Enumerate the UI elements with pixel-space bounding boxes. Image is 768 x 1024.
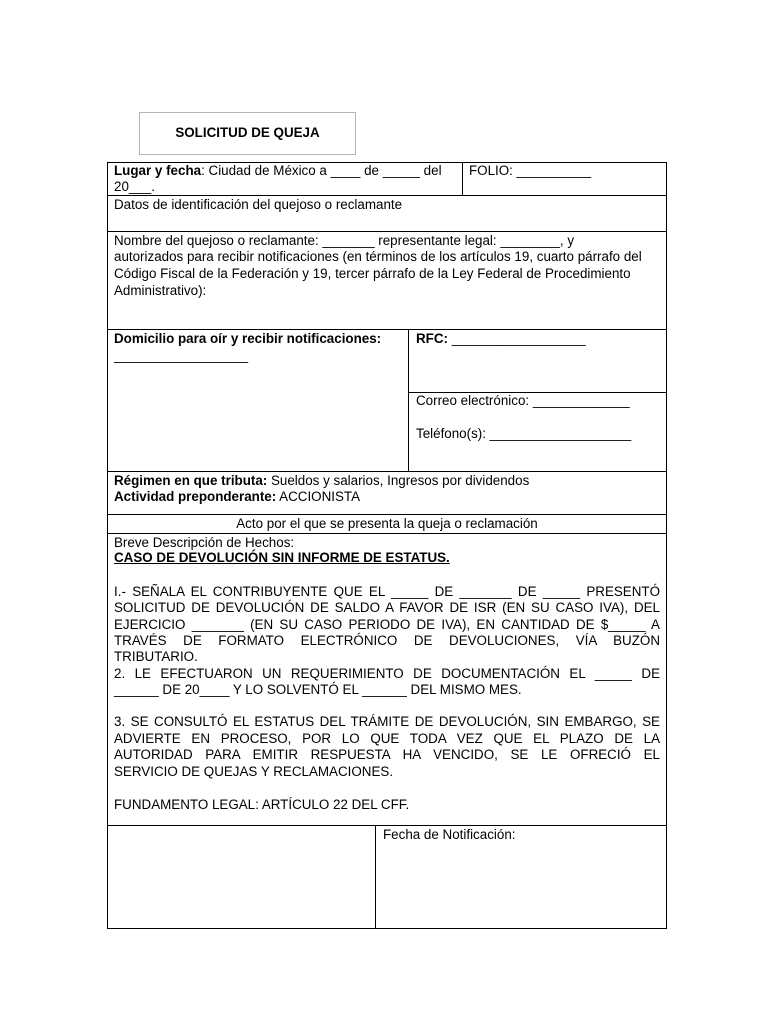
telefono-field: Teléfono(s): ___________________	[416, 426, 632, 441]
hecho-1-line: SOLICITUD DE DEVOLUCIÓN DE SALDO A FAVOR DE ISR (EN SU CASO IVA), DEL	[114, 600, 660, 615]
column-divider	[408, 329, 409, 471]
lugar-fecha-year: 20___.	[114, 179, 155, 194]
row-divider	[107, 195, 667, 196]
domicilio-label: Domicilio para oír y recibir notificaciones:	[114, 331, 382, 346]
hecho-1-line: TRIBUTARIO.	[114, 649, 198, 664]
domicilio-blank: __________________	[114, 348, 249, 363]
quejoso-line: autorizados para recibir notificaciones (en términos de los artículos 19, cuarto párrafo del	[114, 249, 642, 264]
actividad-value: ACCIONISTA	[276, 489, 361, 504]
hecho-1-line: TRAVÉS DE FORMATO ELECTRÓNICO DE DEVOLUCIONES, VÍA BUZÓN	[114, 633, 660, 648]
row-divider	[107, 514, 667, 515]
row-divider	[107, 533, 667, 534]
quejoso-line: Administrativo):	[114, 283, 207, 298]
quejoso-line: Nombre del quejoso o reclamante: _______ representante legal: ________, y	[114, 233, 575, 248]
hecho-3-line: AUTORIDAD PARA EMITIR RESPUESTA HA VENCIDO, SE LE OFRECIÓ EL	[114, 747, 660, 762]
actividad-label: Actividad preponderante:	[114, 489, 277, 504]
lugar-fecha-label: Lugar y fecha	[114, 163, 202, 178]
row-divider	[107, 329, 667, 330]
quejoso-line: Código Fiscal de la Federación y 19, tercer párrafo de la Ley Federal de Procedimiento	[114, 266, 631, 281]
hecho-1-line: I.- SEÑALA EL CONTRIBUYENTE QUE EL _____ DE _______ DE _____ PRESENTÓ	[114, 584, 660, 599]
rfc-field	[416, 331, 586, 348]
hecho-3-line: ADVIERTE EN PROCESO, POR LO QUE TODA VEZ QUE EL PLAZO DE LA	[114, 731, 660, 746]
regimen-value: Sueldos y salarios, Ingresos por dividendos	[267, 473, 530, 488]
folio-field: FOLIO: __________	[469, 163, 592, 178]
fecha-notificacion-label: Fecha de Notificación:	[383, 827, 516, 842]
regimen-field	[114, 473, 529, 490]
identification-section-heading: Datos de identificación del quejoso o reclamante	[114, 197, 403, 212]
caso-heading: CASO DE DEVOLUCIÓN SIN INFORME DE ESTATUS.	[114, 550, 450, 565]
acto-heading: Acto por el que se presenta la queja o reclamación	[236, 516, 538, 531]
hecho-1-line: EJERCICIO _______ (EN SU CASO PERIODO DE IVA), EN CANTIDAD DE $_____ A	[114, 617, 660, 632]
row-divider	[107, 825, 667, 826]
row-divider	[107, 231, 667, 232]
hecho-3-line: 3. SE CONSULTÓ EL ESTATUS DEL TRÁMITE DE DEVOLUCIÓN, SIN EMBARGO, SE	[114, 714, 660, 729]
rfc-blank: __________________	[447, 331, 586, 346]
rfc-label: RFC:	[416, 331, 448, 346]
regimen-label: Régimen en que tributa:	[114, 473, 268, 488]
breve-descripcion-label: Breve Descripción de Hechos:	[114, 535, 295, 550]
hecho-2-line: ______ DE 20____ Y LO SOLVENTÓ EL ______ DEL MISMO MES.	[114, 682, 522, 697]
lugar-fecha-value: : Ciudad de México a ____ de _____ del	[201, 163, 442, 178]
lugar-fecha-field	[114, 163, 442, 180]
document-title: SOLICITUD DE QUEJA	[139, 112, 356, 155]
correo-field: Correo electrónico: _____________	[416, 393, 630, 408]
hecho-3-line: SERVICIO DE QUEJAS Y RECLAMACIONES.	[114, 764, 394, 779]
fundamento-legal: FUNDAMENTO LEGAL: ARTÍCULO 22 DEL CFF.	[114, 797, 410, 812]
actividad-field	[114, 489, 360, 506]
column-divider	[462, 162, 463, 195]
row-divider	[107, 471, 667, 472]
column-divider	[375, 825, 376, 929]
hecho-2-line: 2. LE EFECTUARON UN REQUERIMIENTO DE DOCUMENTACIÓN EL _____ DE	[114, 666, 660, 681]
